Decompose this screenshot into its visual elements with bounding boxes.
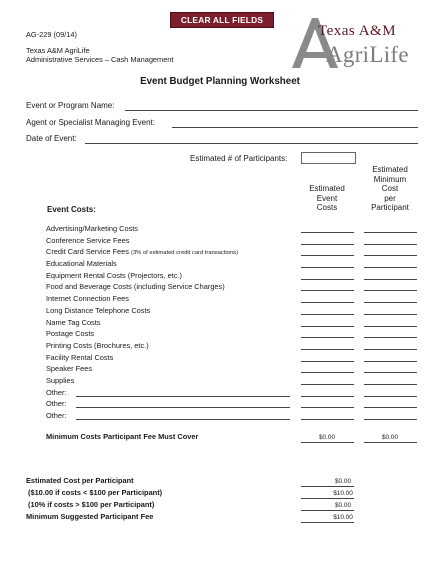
minimum-cost-field[interactable] bbox=[364, 267, 417, 268]
summary-label: Estimated Cost per Participant bbox=[26, 476, 134, 485]
minimum-cost-field[interactable] bbox=[364, 244, 417, 245]
other-label: Other: bbox=[46, 387, 67, 397]
cost-row bbox=[0, 329, 440, 341]
estimated-cost-field[interactable] bbox=[301, 349, 354, 350]
agent-field[interactable] bbox=[172, 127, 418, 128]
other-label: Other: bbox=[46, 399, 67, 409]
org-name: Texas A&M AgriLife bbox=[26, 46, 90, 55]
cost-item-label: Name Tag Costs bbox=[46, 317, 101, 327]
cost-row bbox=[0, 282, 440, 294]
other-description-field[interactable] bbox=[76, 396, 290, 397]
participants-label: Estimated # of Participants: bbox=[190, 154, 288, 163]
cost-row bbox=[0, 294, 440, 306]
minimum-total-underline bbox=[364, 442, 417, 443]
minimum-cost-field[interactable] bbox=[364, 279, 417, 280]
minimum-cost-field[interactable] bbox=[364, 314, 417, 315]
summary-underline bbox=[301, 498, 354, 499]
cost-row bbox=[0, 259, 440, 271]
minimum-cost-field[interactable] bbox=[364, 349, 417, 350]
participants-input[interactable] bbox=[301, 152, 356, 164]
cost-item-label: Postage Costs bbox=[46, 329, 95, 339]
other-description-field[interactable] bbox=[76, 419, 290, 420]
estimated-cost-field[interactable] bbox=[301, 361, 354, 362]
agent-label: Agent or Specialist Managing Event: bbox=[26, 118, 155, 127]
cost-item-label: Speaker Fees bbox=[46, 364, 93, 374]
other-description-field[interactable] bbox=[76, 407, 290, 408]
cost-row bbox=[0, 376, 440, 388]
cost-row bbox=[0, 341, 440, 353]
estimated-cost-field[interactable] bbox=[301, 255, 354, 256]
event-name-field[interactable] bbox=[125, 110, 418, 111]
estimated-cost-field[interactable] bbox=[301, 384, 354, 385]
minimum-cost-field[interactable] bbox=[364, 326, 417, 327]
cost-row-other bbox=[0, 411, 440, 423]
cost-item-label: Educational Materials bbox=[46, 259, 117, 269]
logo-line1-text: Texas A&M bbox=[318, 23, 397, 39]
estimated-cost-field[interactable] bbox=[301, 314, 354, 315]
estimated-cost-field[interactable] bbox=[301, 267, 354, 268]
logo-line2-text: AgriLife bbox=[326, 42, 409, 67]
minimum-cost-field[interactable] bbox=[364, 419, 417, 420]
summary-value: $10.00 bbox=[333, 490, 353, 497]
event-name-label: Event or Program Name: bbox=[26, 101, 115, 110]
estimated-cost-field[interactable] bbox=[301, 302, 354, 303]
summary-underline bbox=[301, 510, 354, 511]
cost-row bbox=[0, 364, 440, 376]
minimum-cost-field[interactable] bbox=[364, 255, 417, 256]
cost-row bbox=[0, 271, 440, 283]
minimum-cost-field[interactable] bbox=[364, 337, 417, 338]
cost-item-label: Printing Costs (Brochures, etc.) bbox=[46, 340, 149, 350]
department-name: Administrative Services – Cash Management bbox=[26, 55, 174, 64]
cost-item-note: (3% of estimated credit card transactions) bbox=[131, 250, 238, 257]
summary-underline bbox=[301, 486, 354, 487]
estimated-event-costs-header: Estimated Event Costs bbox=[309, 184, 345, 212]
event-costs-heading: Event Costs: bbox=[47, 205, 96, 214]
summary-value: $0.00 bbox=[335, 478, 351, 485]
estimated-cost-field[interactable] bbox=[301, 419, 354, 420]
estimated-minimum-cost-header: Estimated Minimum Cost per Participant bbox=[371, 165, 409, 212]
cost-row bbox=[0, 306, 440, 318]
summary-label: Minimum Suggested Participant Fee bbox=[26, 512, 154, 521]
cost-item-label: Equipment Rental Costs (Projectors, etc.) bbox=[46, 270, 182, 280]
summary-label: ($10.00 if costs < $100 per Participant) bbox=[28, 488, 163, 497]
page-title: Event Budget Planning Worksheet bbox=[140, 76, 300, 87]
estimated-cost-field[interactable] bbox=[301, 407, 354, 408]
estimated-cost-field[interactable] bbox=[301, 244, 354, 245]
cost-item-label: Long Distance Telephone Costs bbox=[46, 305, 151, 315]
cost-row bbox=[0, 247, 440, 259]
texas-am-agrilife-logo bbox=[282, 12, 432, 70]
cost-item-label: Advertising/Marketing Costs bbox=[46, 224, 139, 233]
cost-item-label: Food and Beverage Costs (including Service Charges) bbox=[46, 282, 225, 292]
estimated-total-underline bbox=[301, 442, 354, 443]
estimated-total-value: $0.00 bbox=[319, 434, 335, 441]
cost-item-label: Facility Rental Costs bbox=[46, 352, 114, 362]
other-label: Other: bbox=[46, 411, 67, 420]
cost-row-other bbox=[0, 388, 440, 400]
minimum-cost-field[interactable] bbox=[364, 232, 417, 233]
summary-label: (10% if costs > $100 per Participant) bbox=[28, 500, 155, 509]
cost-row bbox=[0, 236, 440, 248]
form-number: AG-229 (09/14) bbox=[26, 30, 77, 39]
summary-underline bbox=[301, 522, 354, 523]
minimum-cost-field[interactable] bbox=[364, 302, 417, 303]
estimated-cost-field[interactable] bbox=[301, 279, 354, 280]
minimum-cost-field[interactable] bbox=[364, 407, 417, 408]
date-label: Date of Event: bbox=[26, 134, 77, 143]
minimum-cost-field[interactable] bbox=[364, 290, 417, 291]
estimated-cost-field[interactable] bbox=[301, 290, 354, 291]
cost-row bbox=[0, 318, 440, 330]
estimated-cost-field[interactable] bbox=[301, 337, 354, 338]
cost-row bbox=[0, 353, 440, 365]
cost-row-other bbox=[0, 399, 440, 411]
date-field[interactable] bbox=[85, 143, 418, 144]
estimated-cost-field[interactable] bbox=[301, 326, 354, 327]
minimum-cost-field[interactable] bbox=[364, 361, 417, 362]
cost-item-label: Credit Card Service Fees (3% of estimated credit card transactions) bbox=[46, 247, 238, 257]
minimum-cost-field[interactable] bbox=[364, 372, 417, 373]
estimated-cost-field[interactable] bbox=[301, 232, 354, 233]
cost-row bbox=[0, 224, 440, 236]
cost-items-list bbox=[0, 224, 440, 423]
min-costs-label: Minimum Costs Participant Fee Must Cover bbox=[46, 432, 199, 441]
summary-value: $10.00 bbox=[333, 514, 353, 521]
cost-item-label: Supplies bbox=[46, 375, 75, 385]
estimated-cost-field[interactable] bbox=[301, 396, 354, 397]
minimum-cost-field[interactable] bbox=[364, 384, 417, 385]
cost-item-label: Internet Connection Fees bbox=[46, 294, 129, 304]
summary-value: $0.00 bbox=[335, 502, 351, 509]
estimated-cost-field[interactable] bbox=[301, 372, 354, 373]
clear-all-fields-button[interactable]: CLEAR ALL FIELDS bbox=[170, 12, 274, 28]
minimum-total-value: $0.00 bbox=[382, 434, 398, 441]
cost-item-label: Conference Service Fees bbox=[46, 235, 130, 245]
minimum-cost-field[interactable] bbox=[364, 396, 417, 397]
